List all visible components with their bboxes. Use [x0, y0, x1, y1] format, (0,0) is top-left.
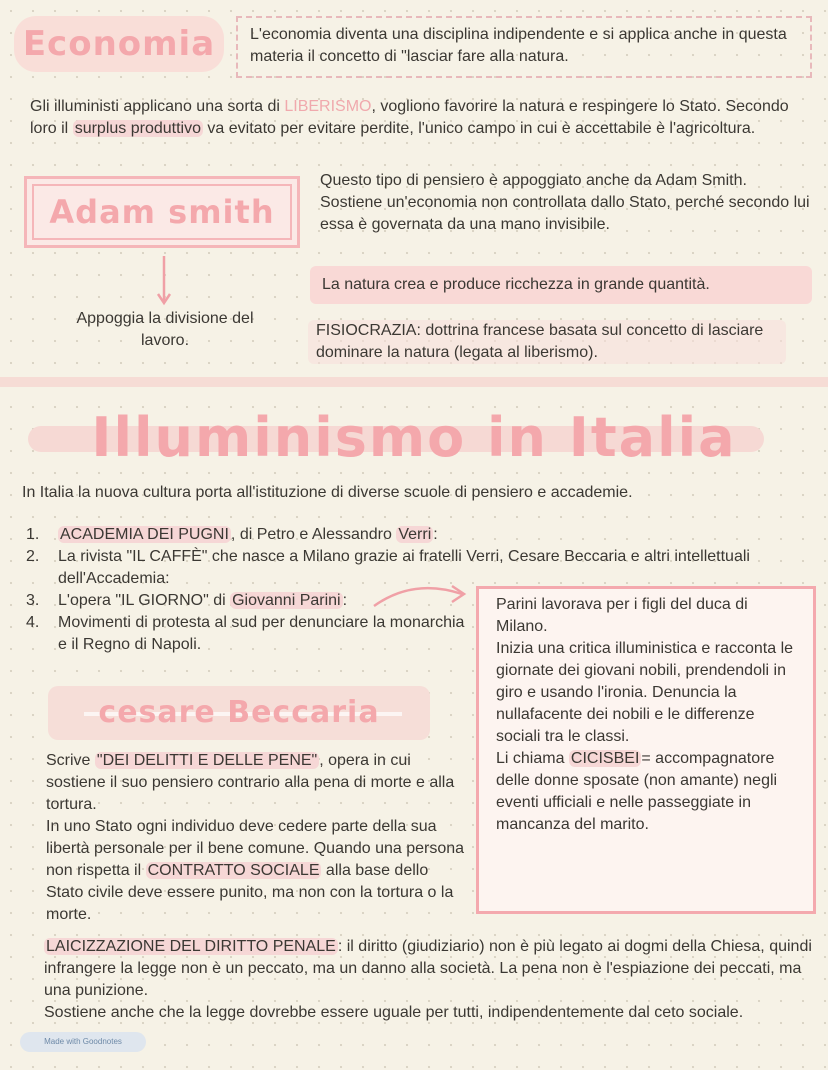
beccaria-paragraph-2	[46, 816, 466, 926]
laicizzazione-paragraph	[44, 936, 814, 1002]
list-number: 3.	[26, 592, 40, 609]
illuminismo-title: Illuminismo in Italia	[91, 406, 737, 469]
legge-uguale-paragraph: Sostiene anche che la legge dovrebbe essere uguale per tutti, indipendentemente dal ceto sociale.	[44, 1004, 744, 1021]
liberismo-term: LIBERISMO	[284, 98, 372, 115]
list-text: La rivista "IL CAFFÈ" che nasce a Milano grazie ai fratelli Verri, Cesare Beccaria e altri intellettuali dell'Accademia:	[58, 548, 750, 587]
laicizzazione-term: LAICIZZAZIONE DEL DIRITTO PENALE	[46, 938, 336, 955]
beccaria-title: cesare Beccaria	[98, 695, 380, 730]
adam-smith-text: Questo tipo di pensiero è appoggiato anche da Adam Smith. Sostiene un'economia non controllata dallo Stato, perché secondo lui essa è governata da una mano invisibile.	[320, 172, 810, 233]
laicizzazione-body: : il diritto (giudiziario) non è più legato ai dogmi della Chiesa, quindi infrangere la legge non è un peccato, ma un danno alla società. La pena non è l'espiazione dei peccati, ma una punizione.	[44, 938, 812, 999]
parini-name: Giovanni Parini	[232, 592, 341, 609]
verri-name: Verri	[398, 526, 432, 543]
beccaria-text	[46, 750, 466, 926]
list-number: 1.	[26, 526, 40, 543]
intro-text-1: Gli illuministi applicano una sorta di	[30, 98, 285, 115]
surplus-term: surplus produttivo	[74, 120, 201, 137]
italia-intro: In Italia la nuova cultura porta all'istituzione di diverse scuole di pensiero e accademie.	[22, 484, 633, 501]
list-item	[26, 612, 476, 656]
intro-paragraph	[30, 96, 800, 140]
fisiocrazia-text: FISIOCRAZIA: dottrina francese basata sul concetto di lasciare dominare la natura (legata al liberismo).	[316, 322, 764, 361]
list-text: :	[433, 526, 438, 543]
beccaria-text-2a: In uno Stato ogni individuo deve cedere parte della sua libertà personale per il bene comune. Quando una persona non rispetta il	[46, 818, 465, 879]
natura-text: La natura crea e produce ricchezza in grande quantità.	[322, 276, 710, 293]
parini-paragraph-1: Parini lavorava per i figli del duca di Milano.	[496, 596, 748, 635]
delitti-title: "DEI DELITTI E DELLE PENE"	[96, 752, 318, 769]
laicizzazione-text	[44, 936, 814, 1024]
list-text: :	[342, 592, 348, 609]
beccaria-text-1a: Scrive	[46, 752, 95, 769]
list-item	[26, 524, 766, 546]
list-text: L'opera "IL GIORNO" di	[58, 592, 231, 609]
beccaria-text-2b: alla base dello Stato civile deve essere punito, ma non con la tortura o la morte.	[46, 862, 454, 923]
curved-arrow-icon	[372, 578, 472, 612]
adam-smith-note: Appoggia la divisione del lavoro.	[76, 310, 254, 349]
beccaria-paragraph-1	[46, 750, 466, 816]
academia-pugni: ACADEMIA DEI PUGNI	[60, 526, 229, 543]
section-divider	[0, 377, 828, 387]
list-number: 4.	[26, 614, 40, 631]
list-text: , di Petro e Alessandro	[230, 526, 397, 543]
intro-text-3: va evitato per evitare perdite, l'unico campo in cui è accettabile è l'agricoltura.	[202, 120, 756, 137]
parini-paragraph-3	[496, 748, 796, 836]
intro-text-2: , vogliono favorire la natura e respingere lo Stato. Secondo loro il	[30, 98, 789, 137]
parini-text-3b: = accompagnatore delle donne sposate (non amante) negli eventi ufficiali e nelle passeggiate in mancanza del marito.	[496, 750, 778, 833]
economia-title: Economia	[14, 16, 224, 72]
parini-paragraph-2: Inizia una critica illuministica e racconta le giornate dei giovani nobili, prendendoli in giro e usando l'ironia. Denuncia la nullafacente dei nobili e le differenze sociali tra le classi.	[496, 640, 794, 745]
parini-text	[496, 594, 796, 836]
cicisbei-term: CICISBEI	[570, 750, 640, 767]
list-number: 2.	[26, 548, 40, 565]
arrow-down-icon	[156, 256, 172, 306]
contratto-sociale-term: CONTRATTO SOCIALE	[147, 862, 320, 879]
beccaria-text-1b: , opera in cui sostiene il suo pensiero contrario alla pena di morte e alla tortura.	[46, 752, 455, 813]
list-text: Movimenti di protesta al sud per denunciare la monarchia e il Regno di Napoli.	[58, 614, 465, 653]
goodnotes-watermark: Made with Goodnotes	[20, 1032, 146, 1052]
economia-box-text: L'economia diventa una disciplina indipendente e si applica anche in questa materia il concetto di "lasciar fare alla natura.	[250, 26, 787, 65]
adam-smith-title: Adam smith	[49, 193, 275, 231]
parini-text-3a: Li chiama	[496, 750, 569, 767]
